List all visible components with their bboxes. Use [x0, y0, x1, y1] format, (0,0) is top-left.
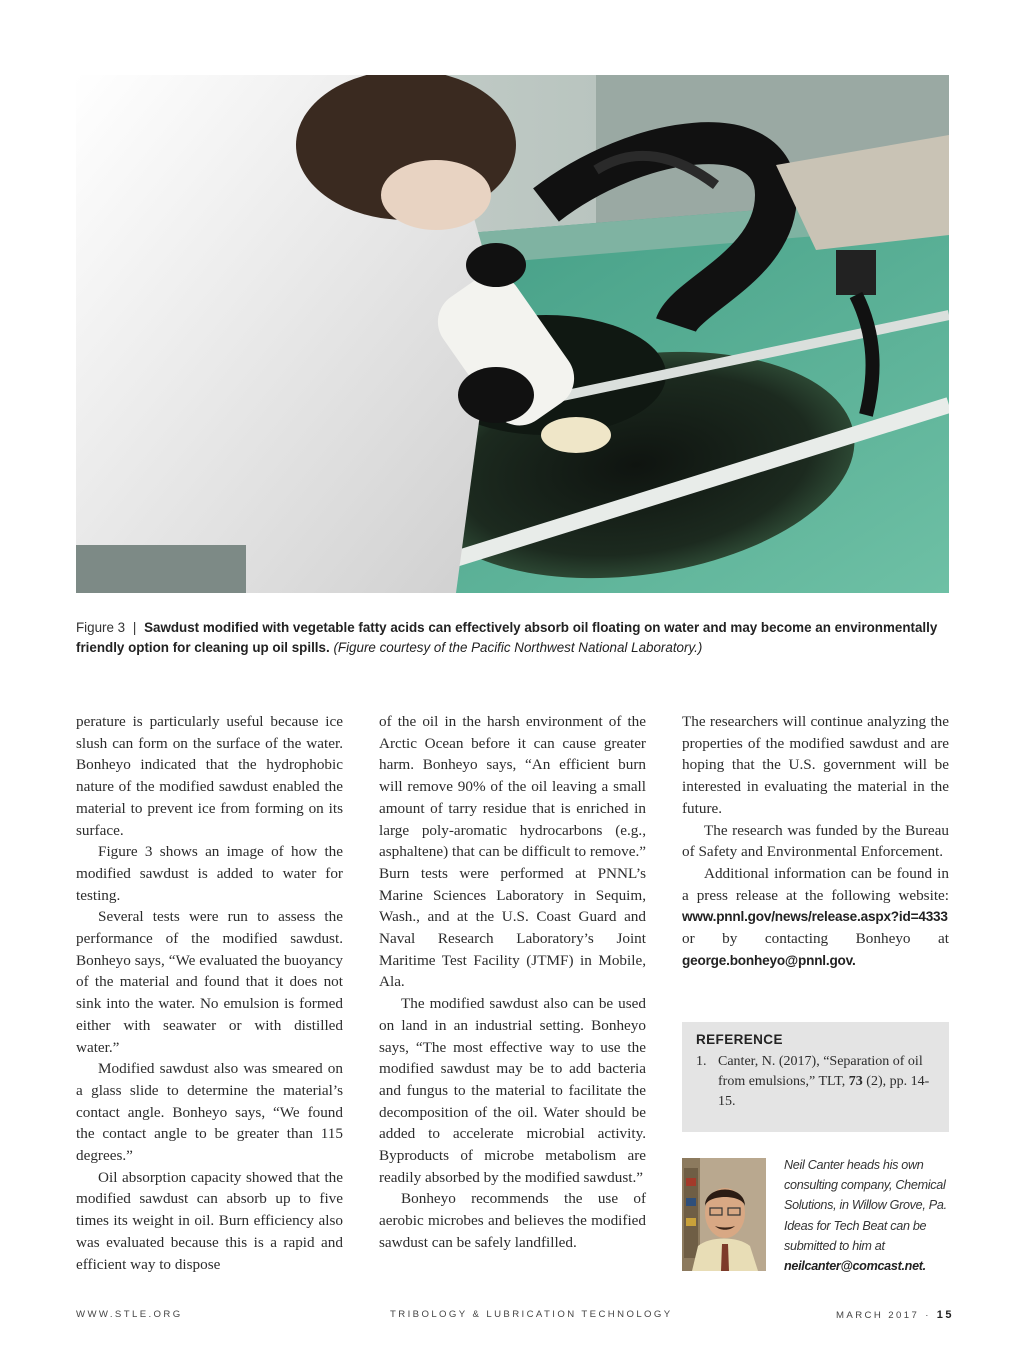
footer-date-page: [836, 1309, 954, 1321]
reference-text: [718, 1052, 935, 1112]
reference-text-part: (2), pp. 14-15.: [718, 1074, 930, 1109]
paragraph-text: Additional information can be found in a press release at the following website:: [682, 864, 949, 904]
author-portrait-icon: [682, 1158, 766, 1271]
page-number: 15: [936, 1309, 954, 1321]
reference-number: 1.: [696, 1054, 707, 1069]
author-bio-text: Neil Canter heads his own consulting company, Chemical Solutions, in Willow Grove, Pa. Ideas for Tech Beat can be submitted to him at: [784, 1158, 947, 1253]
figure-photo: [76, 75, 949, 593]
author-email-link[interactable]: neilcanter@comcast.net.: [784, 1259, 926, 1274]
text-column-2: [379, 711, 646, 1254]
paragraph-text: or by contacting Bonheyo at: [682, 930, 949, 948]
press-release-link[interactable]: www.pnnl.gov/news/release.aspx?id=4333: [682, 909, 948, 925]
figure-label: Figure 3: [76, 620, 126, 635]
author-bio: [784, 1155, 954, 1276]
reference-text-part: Canter, N. (2017), “Separation of oil from emulsions,” TLT,: [718, 1054, 923, 1089]
paragraph: perature is particularly useful because ice slush can form on the surface of the water. Bonheyo indicated that the hydrophobic nature of the modified sawdust enabled the material to prevent ice from forming on its surface.: [76, 713, 343, 839]
paragraph: Modified sawdust also was smeared on a glass slide to determine the material’s contact angle. Bonheyo says, “We found the contact angle to be greater than 115 degrees.”: [76, 1060, 343, 1165]
paragraph: The modified sawdust also can be used on land in an industrial setting. Bonheyo says, “The most effective way to use the modified sawdust may be to add bacteria and fungus to the material to facilitate the decomposition of the oil. Water should be added to accelerate microbial activity. Byproducts of microbe metabolism are readily absorbed by the modified sawdust.”: [379, 995, 646, 1186]
footer-website: WWW.STLE.ORG: [76, 1309, 183, 1320]
text-column-1: [76, 711, 343, 1275]
paragraph: Several tests were run to assess the performance of the modified sawdust. Bonheyo says, “We evaluated the buoyancy of the material and found that it does not sink into the water. No emulsion is formed either with seawater or with distilled water.”: [76, 908, 343, 1056]
reference-heading: REFERENCE: [696, 1032, 783, 1047]
reference-volume: 73: [848, 1074, 863, 1089]
caption-credit: (Figure courtesy of the Pacific Northwest National Laboratory.): [333, 640, 703, 655]
footer-dot: ·: [925, 1310, 931, 1321]
text-column-3: [682, 711, 949, 971]
paragraph: Oil absorption capacity showed that the modified sawdust can absorb up to five times its weight in oil. Burn efficiency also was evaluated because this is a rapid and efficient way to dispose: [76, 1168, 343, 1273]
footer-month: MARCH 2017: [836, 1310, 920, 1321]
caption-separator: |: [132, 620, 137, 635]
paragraph: The research was funded by the Bureau of Safety and Environmental Enforcement.: [682, 821, 949, 861]
lab-photo-icon: [76, 75, 949, 593]
figure-caption: [76, 618, 949, 658]
paragraph: The researchers will continue analyzing the properties of the modified sawdust and are hoping that the U.S. government will be interested in evaluating the material in the future.: [682, 713, 949, 817]
caption-text: Sawdust modified with vegetable fatty acids can effectively absorb oil floating on water and may become an environmentally friendly option for cleaning up oil spills.: [76, 620, 938, 655]
paragraph: of the oil in the harsh environment of the Arctic Ocean before it can cause greater harm. Bonheyo says, “An efficient burn will remove 90% of the oil leaving a small amount of tarry residue that is enriched in large poly-aromatic hydrocarbons (e.g., asphaltene) that can be difficult to remove.” Burn tests were performed at PNNL’s Marine Sciences Laboratory in Sequim, Wash., and at the U.S. Coast Guard and Naval Research Laboratory’s Joint Maritime Test Facility (JTMF) in Mobile, Ala.: [379, 713, 646, 991]
bonheyo-email-link[interactable]: george.bonheyo@pnnl.gov.: [682, 952, 856, 968]
reference-box: [682, 1022, 949, 1132]
footer-publication: TRIBOLOGY & LUBRICATION TECHNOLOGY: [390, 1309, 673, 1320]
paragraph-contact: [682, 863, 949, 972]
reference-item: [696, 1052, 935, 1112]
paragraph: Bonheyo recommends the use of aerobic microbes and believes the modified sawdust can be safely landfilled.: [379, 1190, 646, 1251]
paragraph: Figure 3 shows an image of how the modified sawdust is added to water for testing.: [76, 843, 343, 904]
author-photo: [682, 1158, 766, 1271]
